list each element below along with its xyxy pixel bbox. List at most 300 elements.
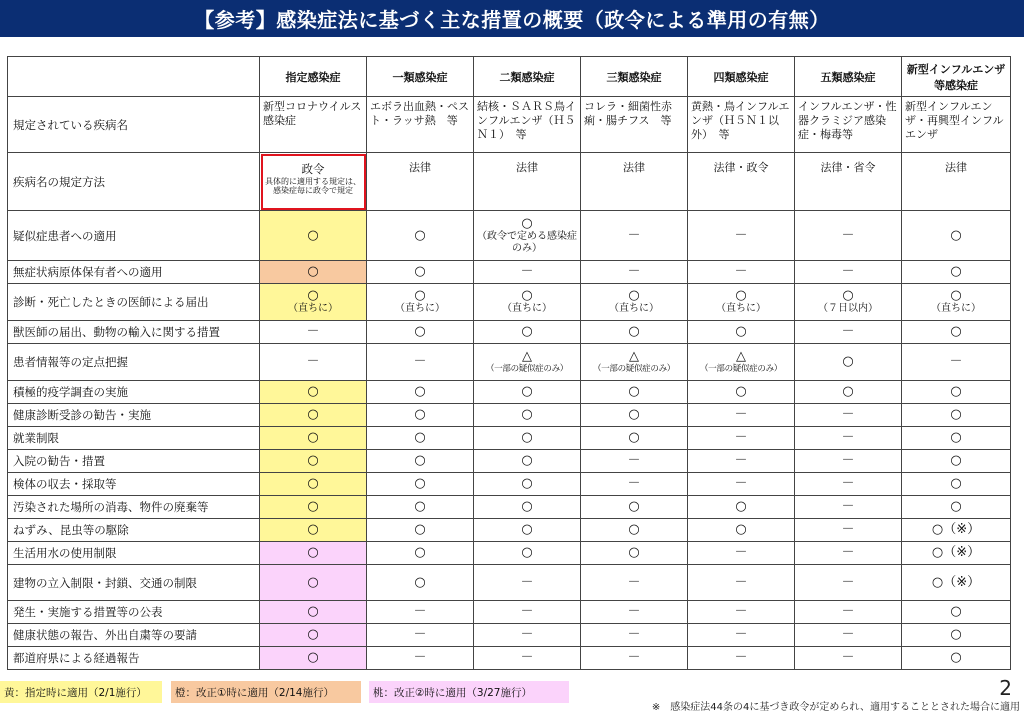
- measure-cell: [260, 261, 367, 284]
- applicability-mark: ○: [521, 522, 533, 537]
- row-label: 建物の立入制限・封鎖、交通の制限: [8, 565, 260, 601]
- measure-row: [8, 565, 1011, 601]
- measure-cell: [474, 542, 581, 565]
- applicability-mark: ○: [307, 227, 319, 243]
- measure-cell: [474, 381, 581, 404]
- measure-cell: [260, 519, 367, 542]
- measure-cell: [688, 542, 795, 565]
- applicability-mark: －: [841, 227, 855, 243]
- measure-cell: [474, 519, 581, 542]
- designated-method-cell: [260, 153, 367, 211]
- measure-cell: [902, 404, 1011, 427]
- measure-cell: [902, 321, 1011, 344]
- measure-cell: [581, 565, 688, 601]
- measure-cell: [795, 565, 902, 601]
- row-label: 疑似症患者への適用: [8, 211, 260, 261]
- measure-cell: [581, 647, 688, 670]
- measure-cell: [581, 473, 688, 496]
- applicability-mark: ○: [628, 288, 640, 303]
- legend-orange: 橙：改正①時に適用（2/14施行）: [171, 681, 361, 703]
- applicability-mark: －: [841, 574, 855, 590]
- measure-row: [8, 381, 1011, 404]
- measure-cell: [688, 450, 795, 473]
- row-label: 発生・実施する措置等の公表: [8, 601, 260, 624]
- cell-note: （政令で定める感染症のみ）: [477, 230, 577, 254]
- method-cell: 法律: [581, 153, 688, 211]
- measure-cell: [260, 542, 367, 565]
- measure-cell: [581, 601, 688, 624]
- row-label: 積極的疫学調査の実施: [8, 381, 260, 404]
- applicability-mark: ○: [307, 627, 319, 642]
- column-header: 三類感染症: [581, 57, 688, 97]
- applicability-mark: －: [841, 604, 855, 619]
- applicability-mark: －: [413, 627, 427, 642]
- applicability-mark: －: [627, 453, 641, 468]
- legend-yellow: 黄：指定時に適用（2/1施行）: [0, 681, 162, 703]
- applicability-mark: ○: [735, 288, 747, 303]
- measure-cell: [260, 496, 367, 519]
- applicability-mark: －: [734, 574, 748, 590]
- measure-cell: [474, 427, 581, 450]
- measure-cell: [688, 624, 795, 647]
- measure-row: [8, 450, 1011, 473]
- measure-row: [8, 601, 1011, 624]
- header-row: [8, 57, 1011, 97]
- column-header: 一類感染症: [367, 57, 474, 97]
- applicability-mark: ○: [950, 407, 962, 422]
- applicability-mark: ○: [950, 227, 962, 243]
- measure-cell: [260, 211, 367, 261]
- measure-cell: [902, 601, 1011, 624]
- applicability-mark: ○: [950, 604, 962, 619]
- disease-names-row: [8, 97, 1011, 153]
- applicability-mark: ○: [414, 574, 426, 590]
- applicability-mark: ○: [950, 499, 962, 514]
- method-cell: 法律・省令: [795, 153, 902, 211]
- method-cell: 法律: [902, 153, 1011, 211]
- measure-cell: [902, 261, 1011, 284]
- legend-pink: 桃：改正②時に適用（3/27施行）: [369, 681, 569, 703]
- row-label: 就業制限: [8, 427, 260, 450]
- applicability-mark: －: [520, 627, 534, 642]
- row-label: 検体の収去・採取等: [8, 473, 260, 496]
- footnote: ※ 感染症法44条の4に基づき政令が定められ、適用することとされた場合に適用: [651, 702, 1020, 713]
- applicability-mark: ○: [307, 264, 319, 279]
- applicability-mark: －: [627, 650, 641, 665]
- measure-cell: [902, 211, 1011, 261]
- applicability-mark: －: [627, 604, 641, 619]
- measure-cell: [902, 427, 1011, 450]
- applicability-mark: －: [841, 627, 855, 642]
- measure-cell: [902, 542, 1011, 565]
- measure-cell: [795, 284, 902, 321]
- measure-cell: [902, 565, 1011, 601]
- applicability-mark: ○: [521, 499, 533, 514]
- page-number: 2: [999, 676, 1012, 700]
- measure-cell: [688, 519, 795, 542]
- measure-cell: [474, 601, 581, 624]
- applicability-mark: △: [629, 349, 639, 364]
- applicability-mark: －: [627, 227, 641, 243]
- applicability-mark: ○: [950, 430, 962, 445]
- measure-cell: [795, 519, 902, 542]
- measure-cell: [367, 647, 474, 670]
- measures-table: [7, 56, 1011, 670]
- measure-cell: [260, 647, 367, 670]
- applicability-mark: －: [841, 264, 855, 279]
- measure-cell: [260, 450, 367, 473]
- cell-note: （直ちに）: [502, 303, 552, 314]
- measure-cell: [474, 284, 581, 321]
- measure-cell: [581, 450, 688, 473]
- cell-note: （直ちに）: [395, 303, 445, 314]
- measure-row: [8, 647, 1011, 670]
- applicability-mark: ○: [414, 264, 426, 279]
- applicability-mark: －: [734, 545, 748, 560]
- measure-cell: [902, 473, 1011, 496]
- column-header: 新型インフルエンザ等感染症: [902, 57, 1011, 97]
- measure-cell: [367, 404, 474, 427]
- measure-row: [8, 211, 1011, 261]
- measure-cell: [581, 344, 688, 381]
- measure-cell: [581, 404, 688, 427]
- applicability-mark: ○: [950, 264, 962, 279]
- measure-cell: [795, 211, 902, 261]
- applicability-mark: ○: [307, 430, 319, 445]
- disease-name-cell: 黄熱・鳥インフルエンザ（Ｈ５Ｎ１以外） 等: [688, 97, 795, 153]
- applicability-mark: ○: [414, 324, 426, 339]
- applicability-mark: －: [734, 650, 748, 665]
- column-header: 二類感染症: [474, 57, 581, 97]
- method-note: 具体的に適用する規定は、感染症毎に政令で規定: [265, 177, 361, 195]
- applicability-mark: ○: [414, 227, 426, 243]
- measure-cell: [688, 601, 795, 624]
- row-label: ねずみ、昆虫等の駆除: [8, 519, 260, 542]
- method-cell: 法律: [474, 153, 581, 211]
- applicability-mark: ○: [950, 650, 962, 665]
- applicability-mark: －: [734, 476, 748, 491]
- disease-name-cell: 新型インフルエンザ・再興型インフルエンザ: [902, 97, 1011, 153]
- measure-cell: [367, 624, 474, 647]
- row-label: 規定されている疾病名: [8, 97, 260, 153]
- definition-method-row: [8, 153, 1011, 211]
- applicability-mark: －: [627, 574, 641, 590]
- applicability-mark: －: [413, 604, 427, 619]
- applicability-mark: ○（※）: [931, 574, 981, 590]
- applicability-mark: ○: [307, 288, 319, 303]
- measure-cell: [795, 450, 902, 473]
- row-label: 入院の勧告・措置: [8, 450, 260, 473]
- applicability-mark: ○: [521, 288, 533, 303]
- measure-cell: [688, 647, 795, 670]
- applicability-mark: －: [520, 604, 534, 619]
- applicability-mark: ○: [735, 522, 747, 537]
- measure-cell: [795, 542, 902, 565]
- applicability-mark: ○（※）: [931, 522, 981, 537]
- measure-cell: [474, 261, 581, 284]
- applicability-mark: －: [841, 499, 855, 514]
- cell-note: （直ちに）: [716, 303, 766, 314]
- applicability-mark: －: [949, 354, 963, 369]
- applicability-mark: －: [413, 650, 427, 665]
- applicability-mark: ○: [628, 430, 640, 445]
- applicability-mark: ○: [521, 476, 533, 491]
- measure-cell: [474, 321, 581, 344]
- applicability-mark: －: [306, 354, 320, 369]
- measure-cell: [474, 624, 581, 647]
- cell-note: （７日以内）: [818, 303, 878, 314]
- measure-cell: [367, 473, 474, 496]
- measure-cell: [581, 284, 688, 321]
- measure-row: [8, 404, 1011, 427]
- applicability-mark: －: [734, 604, 748, 619]
- measure-cell: [367, 321, 474, 344]
- applicability-mark: －: [841, 453, 855, 468]
- applicability-mark: －: [627, 476, 641, 491]
- applicability-mark: ○: [307, 574, 319, 590]
- applicability-mark: －: [413, 354, 427, 369]
- applicability-mark: －: [627, 264, 641, 279]
- measure-cell: [795, 321, 902, 344]
- measure-cell: [474, 565, 581, 601]
- measure-cell: [688, 404, 795, 427]
- measure-cell: [367, 542, 474, 565]
- applicability-mark: －: [520, 650, 534, 665]
- cell-note: （一部の疑似症のみ）: [699, 364, 782, 374]
- applicability-mark: ○: [414, 407, 426, 422]
- measure-cell: [795, 381, 902, 404]
- measure-cell: [367, 284, 474, 321]
- applicability-mark: ○: [521, 430, 533, 445]
- measure-cell: [367, 565, 474, 601]
- method-text: 政令: [301, 162, 325, 176]
- applicability-mark: ○: [307, 384, 319, 399]
- applicability-mark: －: [627, 627, 641, 642]
- measure-cell: [260, 601, 367, 624]
- measure-cell: [260, 321, 367, 344]
- measure-cell: [688, 381, 795, 404]
- measure-cell: [795, 624, 902, 647]
- applicability-mark: ○: [628, 522, 640, 537]
- applicability-mark: ○: [950, 453, 962, 468]
- applicability-mark: ○: [521, 453, 533, 468]
- applicability-mark: ○: [307, 650, 319, 665]
- cell-note: （直ちに）: [609, 303, 659, 314]
- measure-cell: [902, 381, 1011, 404]
- applicability-mark: ○: [307, 453, 319, 468]
- applicability-mark: ○: [521, 324, 533, 339]
- measure-cell: [581, 381, 688, 404]
- measure-row: [8, 496, 1011, 519]
- applicability-mark: －: [841, 545, 855, 560]
- applicability-mark: ○: [521, 407, 533, 422]
- applicability-mark: ○: [950, 288, 962, 303]
- measure-cell: [367, 450, 474, 473]
- measure-cell: [795, 404, 902, 427]
- disease-name-cell: コレラ・細菌性赤痢・腸チフス 等: [581, 97, 688, 153]
- applicability-mark: －: [734, 227, 748, 243]
- measure-cell: [688, 284, 795, 321]
- applicability-mark: ○: [307, 499, 319, 514]
- measure-cell: [474, 211, 581, 261]
- measure-cell: [581, 321, 688, 344]
- measure-cell: [688, 344, 795, 381]
- measure-cell: [902, 496, 1011, 519]
- measure-cell: [474, 404, 581, 427]
- applicability-mark: ○: [950, 476, 962, 491]
- applicability-mark: ○: [414, 545, 426, 560]
- applicability-mark: ○: [414, 522, 426, 537]
- measure-cell: [902, 450, 1011, 473]
- applicability-mark: ○: [521, 384, 533, 399]
- disease-name-cell: 新型コロナウイルス感染症: [260, 97, 367, 153]
- measure-cell: [795, 427, 902, 450]
- measure-row: [8, 427, 1011, 450]
- measure-cell: [474, 473, 581, 496]
- applicability-mark: ○: [414, 430, 426, 445]
- cell-note: （直ちに）: [931, 303, 981, 314]
- row-label: 患者情報等の定点把握: [8, 344, 260, 381]
- measure-cell: [260, 404, 367, 427]
- row-label: 獣医師の届出、動物の輸入に関する措置: [8, 321, 260, 344]
- measure-row: [8, 473, 1011, 496]
- disease-name-cell: エボラ出血熱・ペスト・ラッサ熱 等: [367, 97, 474, 153]
- measure-cell: [367, 601, 474, 624]
- row-label: 健康状態の報告、外出自粛等の要請: [8, 624, 260, 647]
- applicability-mark: ○: [307, 407, 319, 422]
- measure-cell: [902, 647, 1011, 670]
- column-header: 指定感染症: [260, 57, 367, 97]
- measure-cell: [367, 496, 474, 519]
- measure-cell: [795, 601, 902, 624]
- applicability-mark: ○: [628, 407, 640, 422]
- measure-cell: [581, 427, 688, 450]
- applicability-mark: ○: [307, 476, 319, 491]
- row-label: 汚染された場所の消毒、物件の廃棄等: [8, 496, 260, 519]
- measure-cell: [260, 344, 367, 381]
- applicability-mark: ○: [414, 453, 426, 468]
- applicability-mark: ○: [842, 384, 854, 399]
- measure-cell: [581, 496, 688, 519]
- applicability-mark: －: [841, 476, 855, 491]
- applicability-mark: ○: [414, 288, 426, 303]
- applicability-mark: ○: [950, 324, 962, 339]
- applicability-mark: ○: [414, 476, 426, 491]
- measure-row: [8, 321, 1011, 344]
- applicability-mark: ○: [842, 354, 854, 369]
- measure-cell: [260, 284, 367, 321]
- measure-row: [8, 519, 1011, 542]
- applicability-mark: －: [306, 324, 320, 339]
- applicability-mark: ○: [307, 545, 319, 560]
- measure-cell: [474, 496, 581, 519]
- row-label: 無症状病原体保有者への適用: [8, 261, 260, 284]
- measure-cell: [260, 381, 367, 404]
- cell-note: （直ちに）: [288, 303, 338, 314]
- method-cell: 法律・政令: [688, 153, 795, 211]
- measure-cell: [688, 261, 795, 284]
- measure-row: [8, 624, 1011, 647]
- applicability-mark: ○（※）: [931, 545, 981, 560]
- measure-cell: [474, 344, 581, 381]
- applicability-mark: ○: [628, 545, 640, 560]
- measure-row: [8, 261, 1011, 284]
- measure-cell: [474, 647, 581, 670]
- applicability-mark: ○: [307, 604, 319, 619]
- measure-row: [8, 542, 1011, 565]
- measure-cell: [581, 519, 688, 542]
- applicability-mark: ○: [414, 384, 426, 399]
- disease-name-cell: インフルエンザ・性器クラミジア感染症・梅毒等: [795, 97, 902, 153]
- measure-row: [8, 344, 1011, 381]
- measure-cell: [260, 565, 367, 601]
- measure-cell: [367, 427, 474, 450]
- applicability-mark: －: [520, 264, 534, 279]
- applicability-mark: ○: [950, 384, 962, 399]
- measure-cell: [474, 450, 581, 473]
- measure-cell: [367, 261, 474, 284]
- measure-cell: [902, 624, 1011, 647]
- applicability-mark: ○: [735, 499, 747, 514]
- applicability-mark: －: [734, 264, 748, 279]
- page-title: 【参考】感染症法に基づく主な措置の概要（政令による準用の有無）: [0, 0, 1024, 37]
- applicability-mark: －: [734, 453, 748, 468]
- applicability-mark: ○: [521, 215, 533, 231]
- cell-note: （一部の疑似症のみ）: [485, 364, 568, 374]
- measure-cell: [367, 344, 474, 381]
- applicability-mark: △: [736, 349, 746, 364]
- measure-cell: [688, 321, 795, 344]
- measure-cell: [260, 473, 367, 496]
- row-label: 健康診断受診の勧告・実施: [8, 404, 260, 427]
- measure-cell: [688, 473, 795, 496]
- applicability-mark: －: [734, 407, 748, 422]
- row-label: 都道府県による経過報告: [8, 647, 260, 670]
- measure-cell: [902, 344, 1011, 381]
- measure-cell: [367, 519, 474, 542]
- measure-cell: [795, 647, 902, 670]
- header-corner-cell: [8, 57, 260, 97]
- applicability-mark: ○: [628, 384, 640, 399]
- measure-cell: [688, 211, 795, 261]
- measure-cell: [260, 624, 367, 647]
- applicability-mark: ○: [521, 545, 533, 560]
- measure-cell: [581, 261, 688, 284]
- measure-cell: [688, 496, 795, 519]
- applicability-mark: ○: [414, 499, 426, 514]
- row-label: 生活用水の使用制限: [8, 542, 260, 565]
- applicability-mark: －: [841, 324, 855, 339]
- measure-cell: [688, 427, 795, 450]
- applicability-mark: ○: [628, 324, 640, 339]
- applicability-mark: ○: [842, 288, 854, 303]
- applicability-mark: －: [734, 627, 748, 642]
- row-label: 診断・死亡したときの医師による届出: [8, 284, 260, 321]
- applicability-mark: ○: [307, 522, 319, 537]
- cell-note: （一部の疑似症のみ）: [592, 364, 675, 374]
- measure-row: [8, 284, 1011, 321]
- measure-cell: [795, 344, 902, 381]
- measure-cell: [581, 211, 688, 261]
- measure-cell: [795, 496, 902, 519]
- applicability-mark: －: [520, 574, 534, 590]
- row-label: 疾病名の規定方法: [8, 153, 260, 211]
- applicability-mark: ○: [735, 324, 747, 339]
- measure-cell: [795, 261, 902, 284]
- applicability-mark: △: [522, 349, 532, 364]
- applicability-mark: －: [841, 407, 855, 422]
- measure-cell: [260, 427, 367, 450]
